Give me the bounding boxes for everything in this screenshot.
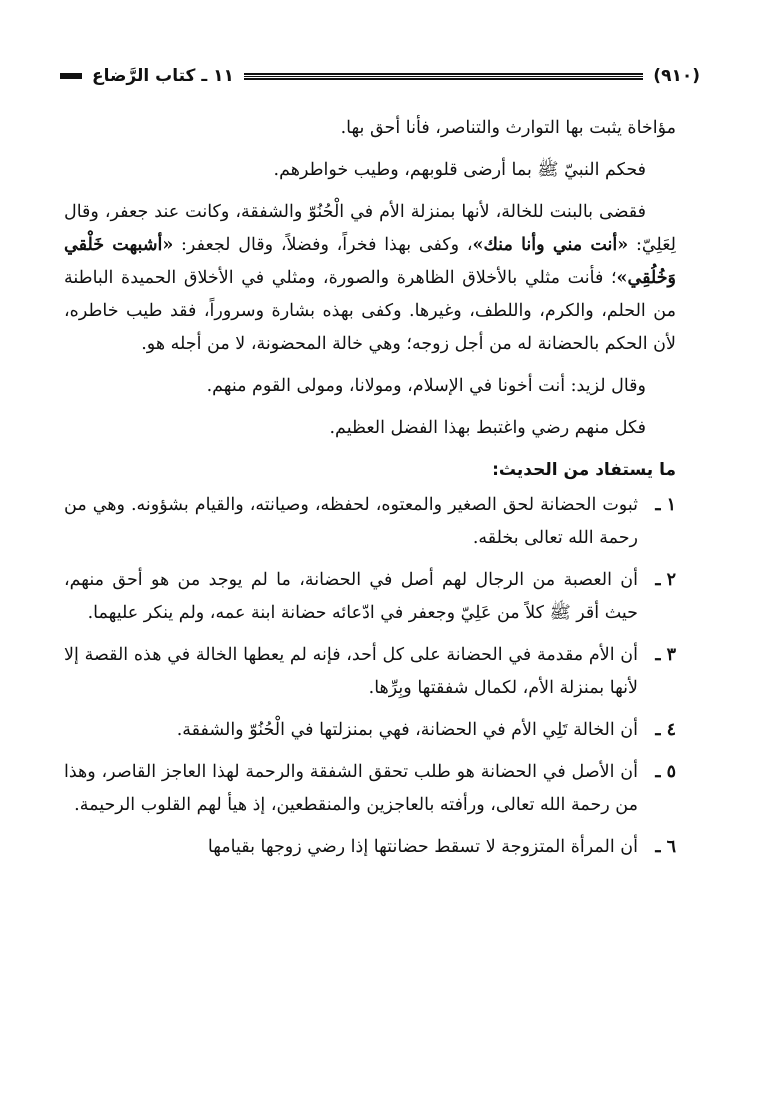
running-title: ١١ ـ كتاب الرَّضاع	[92, 66, 234, 86]
header-rule	[244, 73, 643, 80]
paragraph	[64, 196, 676, 361]
paragraph	[64, 370, 676, 403]
text-segment: فقضى بالبنت للخالة، لأنها بمنزلة الأم في الْحُنُوّ والشفقة، وكانت عند جعفر، وقال لِعَلِيّ:	[64, 202, 676, 255]
page-content	[64, 112, 676, 873]
list-item	[64, 489, 676, 555]
list-item	[64, 756, 676, 822]
text-segment: وقال لزيد: أنت أخونا في الإسلام، ومولانا، ومولى القوم منهم.	[206, 376, 646, 396]
list-number: ٥ ـ	[655, 762, 676, 782]
hadith-quote: «أشبهت خَلْقي وَخُلُقِي»	[64, 235, 676, 288]
list-text: أن الأصل في الحضانة هو طلب تحقق الشفقة والرحمة لهذا العاجز القاصر، وهذا من رحمة الله تعالى، ورأفته بالعاجزين والمنقطعين، إذ هيأ لهم القلوب الرحيمة.	[64, 762, 638, 815]
list-item	[64, 564, 676, 630]
list-item	[64, 639, 676, 705]
hadith-quote: «أنت مني وأنا منك»	[472, 235, 629, 255]
list-text: أن المرأة المتزوجة لا تسقط حضانتها إذا رضي زوجها بقيامها	[207, 837, 638, 857]
list-item	[64, 714, 676, 747]
text-segment: ، وكفى بهذا فخراً، وفضلاً، وقال لجعفر:	[173, 235, 473, 255]
list-number: ٣ ـ	[655, 645, 676, 665]
benefits-list	[64, 489, 676, 864]
header-end-bar	[60, 73, 82, 79]
paragraph	[64, 112, 676, 145]
list-number: ٤ ـ	[655, 720, 676, 740]
list-item	[64, 831, 676, 864]
list-number: ٢ ـ	[655, 570, 676, 590]
list-text: أن الأم مقدمة في الحضانة على كل أحد، فإنه لم يعطها الخالة في هذه القصة إلا لأنها بمنزلة الأم، لكمال شفقتها وبِرِّها.	[64, 645, 638, 698]
text-segment: فكل منهم رضي واغتبط بهذا الفضل العظيم.	[329, 418, 646, 438]
paragraph	[64, 154, 676, 187]
text-segment: ؛ فأنت مثلي بالأخلاق الظاهرة والصورة، ومثلي في الأخلاق الحميدة الباطنة من الحلم، والكرم، واللطف، وغيرها. وكفى بهذه بشارة وسروراً، فقد طيب خاطره، لأن الحكم بالحضانة له من أجل زوجه؛ وهي خالة المحضونة، لا من أجله هو.	[64, 268, 676, 354]
text-segment: مؤاخاة يثبت بها التوارث والتناصر، فأنا أحق بها.	[340, 118, 676, 138]
list-text: أن العصبة من الرجال لهم أصل في الحضانة، ما لم يوجد من هو أحق منهم، حيث أقر ﷺ كلاً من عَلِيّ وجعفر في ادّعائه حضانة ابنة عمه، ولم ينكر عليهما.	[64, 570, 638, 623]
list-number: ١ ـ	[655, 495, 676, 515]
page-header	[60, 62, 700, 90]
text-segment: فحكم النبيّ ﷺ بما أرضى قلوبهم، وطيب خواطرهم.	[273, 160, 646, 180]
list-number: ٦ ـ	[655, 837, 676, 857]
paragraph	[64, 412, 676, 445]
list-text: ثبوت الحضانة لحق الصغير والمعتوه، لحفظه، وصيانته، والقيام بشؤونه. وهي من رحمة الله تعالى بخلقه.	[64, 495, 638, 548]
list-text: أن الخالة تَلِي الأم في الحضانة، فهي بمنزلتها في الْحُنُوّ والشفقة.	[176, 720, 638, 740]
page-number: (٩١٠)	[653, 66, 700, 86]
section-heading: ما يستفاد من الحديث:	[492, 460, 676, 480]
